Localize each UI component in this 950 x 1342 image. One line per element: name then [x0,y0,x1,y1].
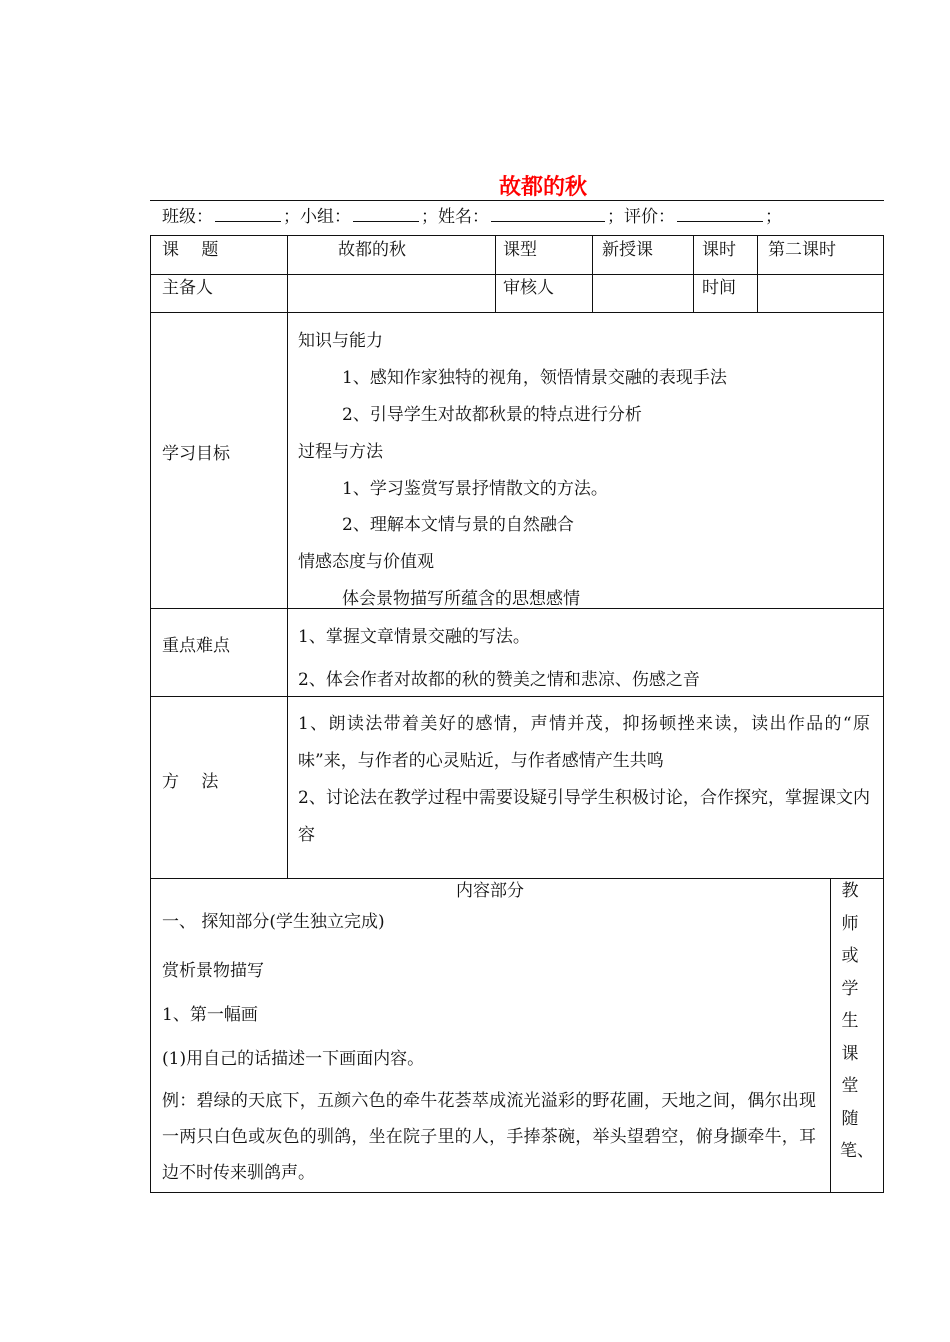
table-col-rule [757,235,758,313]
goals-item: 2、引导学生对故都秋景的特点进行分析 [342,405,642,425]
period-label: 课时 [702,240,736,260]
time-label: 时间 [702,278,736,298]
title-rule [150,200,884,201]
table-border-bottom [150,1192,884,1193]
table-col-rule [287,235,288,878]
goals-heading: 情感态度与价值观 [298,552,434,572]
topic-label: 课 题 [162,240,219,260]
method-label: 方 法 [162,772,219,792]
table-rule [150,312,884,313]
content-subheading: 赏析景物描写 [162,961,264,981]
type-value: 新授课 [602,240,653,260]
page-title: 故都的秋 [498,174,587,200]
name-label: ；姓名： [421,207,489,227]
group-blank[interactable] [353,205,419,222]
type-label: 课型 [503,240,537,260]
goals-item: 1、学习鉴赏写景抒情散文的方法。 [342,479,608,499]
eval-blank[interactable] [677,205,763,222]
method-item: 1、朗读法带着美好的感情，声情并茂，抑扬顿挫来读，读出作品的“原味”来，与作者的心灵贴近，与作者感情产生共鸣 [298,714,870,771]
table-rule [150,878,884,879]
table-border-right [883,235,884,1193]
table-col-rule [830,878,831,1193]
class-label: 班级： [162,207,213,227]
period-value: 第二课时 [768,240,836,260]
table-border-left [150,235,151,1193]
table-col-rule [592,235,593,313]
table-border-top [150,235,884,236]
name-blank[interactable] [491,205,605,222]
group-label: ；小组： [283,207,351,227]
student-info-line [162,202,782,227]
content-question: (1)用自己的话描述一下画面内容。 [162,1049,425,1069]
key-point: 1、掌握文章情景交融的写法。 [298,627,530,647]
side-notes-label: 教师或学生课堂随笔、 [840,881,874,1161]
content-header: 内容部分 [456,881,524,901]
table-rule [150,274,884,275]
preparer-label: 主备人 [162,278,213,298]
goals-item: 1、感知作家独特的视角，领悟情景交融的表现手法 [342,368,727,388]
table-rule [150,696,884,697]
reviewer-label: 审核人 [503,278,554,298]
goals-heading: 过程与方法 [298,442,383,462]
goals-item: 体会景物描写所蕴含的思想感情 [342,589,580,609]
eval-label: ；评价： [607,207,675,227]
content-section: 一、 探知部分(学生独立完成) [162,912,385,932]
goals-heading: 知识与能力 [298,331,383,351]
content-example: 例：碧绿的天底下，五颜六色的牵牛花荟萃成流光溢彩的野花圃，天地之间，偶尔出现一两只白色或灰色的驯鸽，坐在院子里的人，手捧茶碗，举头望碧空，俯身撷牵牛，耳边不时传来驯鸽声。 [162,1091,816,1183]
topic-value: 故都的秋 [338,240,406,260]
table-col-rule [495,235,496,313]
goals-item: 2、理解本文情与景的自然融合 [342,515,574,535]
goals-label: 学习目标 [162,444,230,464]
info-end: ； [765,207,782,227]
content-item: 1、第一幅画 [162,1005,258,1025]
table-col-rule [693,235,694,313]
key-points-label: 重点难点 [162,636,230,656]
key-point: 2、体会作者对故都的秋的赞美之情和悲凉、伤感之音 [298,670,700,690]
class-blank[interactable] [215,205,281,222]
method-item: 2、讨论法在教学过程中需要设疑引导学生积极讨论，合作探究，掌握课文内容 [298,788,870,845]
